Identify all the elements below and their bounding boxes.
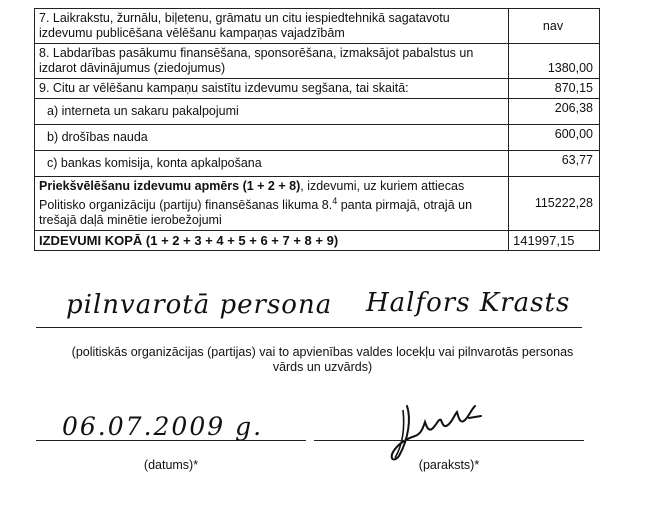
pre-election-value: 115222,28 xyxy=(509,177,600,231)
handwritten-name: Halfors Krasts xyxy=(366,288,571,318)
name-caption-line1: (politiskās organizācijas (partijas) vai to apvienības valdes locekļu vai pilnvarotās personas xyxy=(71,345,574,359)
pre-election-superscript: 4 xyxy=(332,196,338,206)
signature-caption: (paraksts)* xyxy=(418,458,480,472)
row-value: 600,00 xyxy=(509,125,600,151)
handwritten-date: 06.07.2009 g. xyxy=(62,412,264,441)
row-value: 63,77 xyxy=(509,151,600,177)
row-value: 1380,00 xyxy=(509,44,600,79)
pre-election-rest-b: panta pirmajā, otrajā un trešajā daļā minētie ierobežojumi xyxy=(39,198,473,228)
name-caption-line2: vārds un uzvārds) xyxy=(272,360,373,374)
handwritten-person: pilnvarotā persona xyxy=(66,290,333,320)
date-caption: (datums)* xyxy=(143,458,199,472)
row-label: 8. Labdarības pasākumu finansēšana, sponsorēšana, izmaksājot pabalstus un izdarot dāvinājumus (ziedojumus) xyxy=(35,44,509,79)
row-label: b) drošības nauda xyxy=(35,125,509,151)
signature-line xyxy=(314,440,584,441)
pre-election-rest-a: , izdevumi, uz kuriem attiecas Politisko organizāciju (partiju) finansēšanas likuma 8. xyxy=(39,179,465,213)
pre-election-bold: Priekšvēlēšanu izdevumu apmērs (1 + 2 + 8) xyxy=(39,179,301,193)
row-value: 870,15 xyxy=(509,79,600,99)
row-label: 7. Laikrakstu, žurnālu, biļetenu, grāmatu un citu iespiedtehnikā sagatavotu izdevumu publicēšana vēlēšanu kampaņas vajadzībām xyxy=(35,9,509,44)
row-value: 206,38 xyxy=(509,99,600,125)
row-label: 9. Citu ar vēlēšanu kampaņu saistītu izdevumu segšana, tai skaitā: xyxy=(35,79,509,99)
row-label: a) interneta un sakaru pakalpojumi xyxy=(35,99,509,125)
row-value: nav xyxy=(509,9,600,44)
total-label: IZDEVUMI KOPĀ (1 + 2 + 3 + 4 + 5 + 6 + 7 + 8 + 9) xyxy=(35,231,509,251)
total-value: 141997,15 xyxy=(509,231,600,251)
name-line xyxy=(36,327,582,328)
date-line xyxy=(36,440,306,441)
row-label: c) bankas komisija, konta apkalpošana xyxy=(35,151,509,177)
